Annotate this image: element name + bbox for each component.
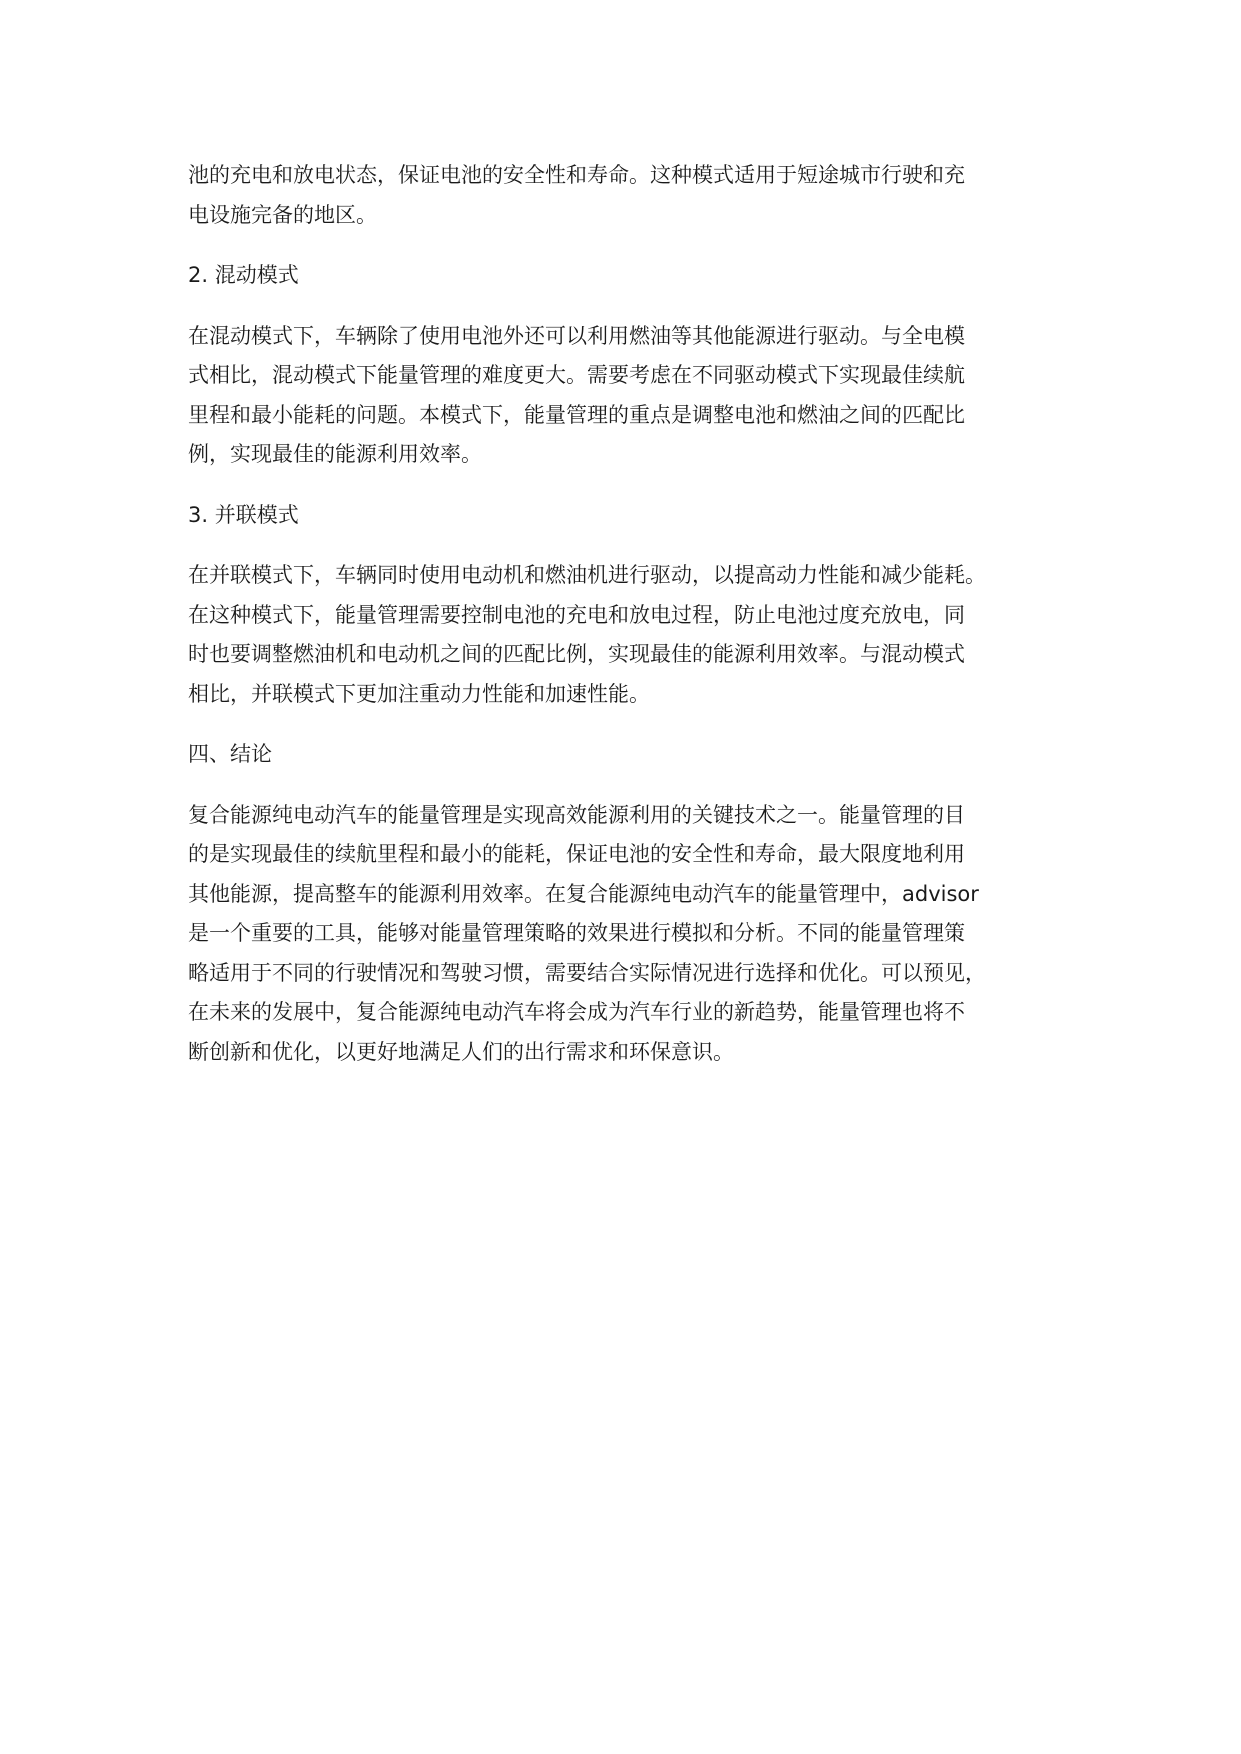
text-line: 在混动模式下，车辆除了使用电池外还可以利用燃油等其他能源进行驱动。与全电模: [188, 323, 965, 348]
paragraph-conclusion: [188, 796, 1068, 1073]
text-line: 例，实现最佳的能源利用效率。: [188, 442, 482, 466]
text-line: 电设施完备的地区。: [188, 202, 377, 227]
text-line: 是一个重要的工具，能够对能量管理策略的效果进行模拟和分析。不同的能量管理策: [188, 921, 965, 945]
text-line: 相比，并联模式下更加注重动力性能和加速性能。: [188, 681, 650, 706]
document-body: [188, 156, 1068, 1093]
text-line: 略适用于不同的行驶情况和驾驶习惯，需要结合实际情况进行选择和优化。可以预见，: [188, 960, 986, 985]
heading-conclusion: 四、结论: [188, 742, 272, 766]
text-line: 池的充电和放电状态，保证电池的安全性和寿命。这种模式适用于短途城市行驶和充: [188, 163, 965, 187]
text-line: 在这种模式下，能量管理需要控制电池的充电和放电过程，防止电池过度充放电，同: [188, 602, 965, 627]
paragraph-hybrid-mode: [188, 317, 1068, 475]
paragraph-full-electric-mode-end: [188, 156, 1068, 235]
heading-parallel-mode: 3. 并联模式: [188, 502, 299, 527]
text-line: 的是实现最佳的续航里程和最小的能耗，保证电池的安全性和寿命，最大限度地利用: [188, 842, 965, 866]
text-line: 复合能源纯电动汽车的能量管理是实现高效能源利用的关键技术之一。能量管理的目: [188, 802, 965, 827]
paragraph-parallel-mode: [188, 556, 1068, 714]
heading-hybrid-mode: 2. 混动模式: [188, 263, 299, 287]
text-line: 断创新和优化，以更好地满足人们的出行需求和环保意识。: [188, 1039, 734, 1064]
text-line: 式相比，混动模式下能量管理的难度更大。需要考虑在不同驱动模式下实现最佳续航: [188, 363, 965, 387]
text-line: 在并联模式下，车辆同时使用电动机和燃油机进行驱动，以提高动力性能和减少能耗。: [188, 563, 986, 587]
text-line: 里程和最小能耗的问题。本模式下，能量管理的重点是调整电池和燃油之间的匹配比: [188, 402, 965, 427]
text-line: 其他能源，提高整车的能源利用效率。在复合能源纯电动汽车的能量管理中，advisor: [188, 881, 979, 906]
text-line: 在未来的发展中，复合能源纯电动汽车将会成为汽车行业的新趋势，能量管理也将不: [188, 1000, 965, 1024]
text-line: 时也要调整燃油机和电动机之间的匹配比例，实现最佳的能源利用效率。与混动模式: [188, 642, 965, 666]
